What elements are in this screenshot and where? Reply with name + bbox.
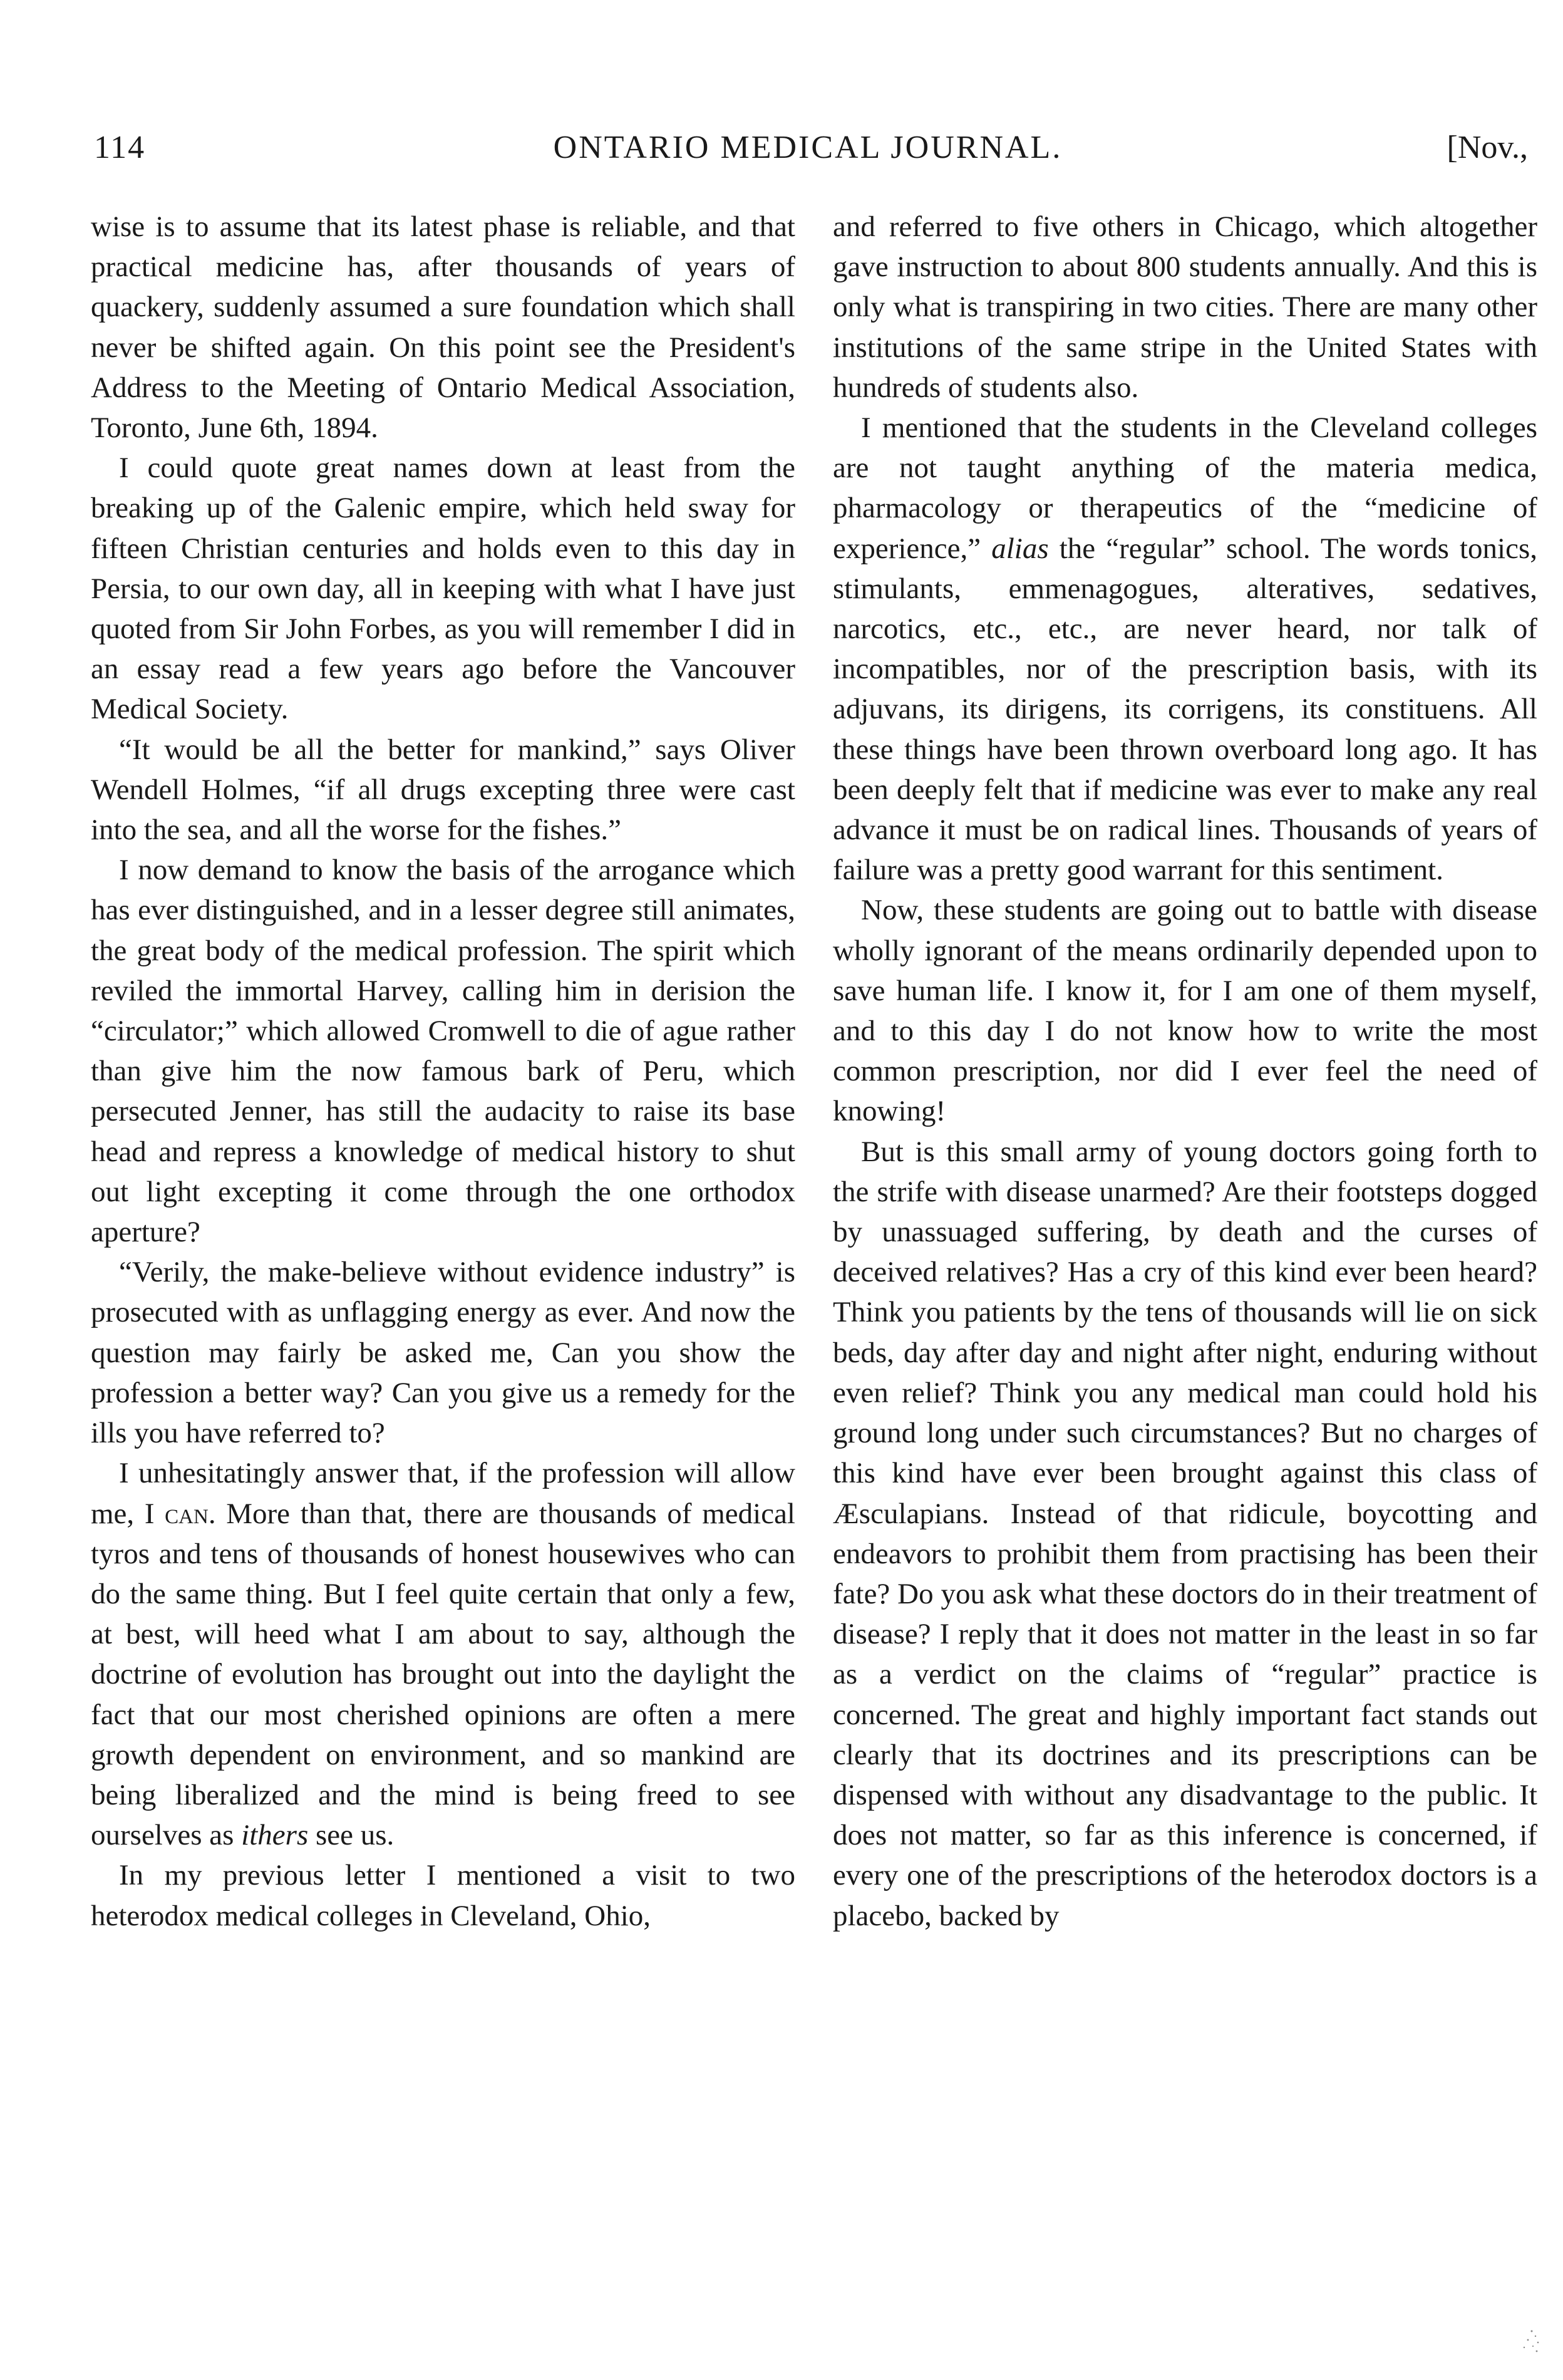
paragraph — [91, 1453, 795, 1855]
journal-title: ONTARIO MEDICAL JOURNAL. — [553, 130, 1063, 165]
paragraph: I could quote great names down at least from the breaking up of the Galenic empire, which held sway for fifteen Christian centuries and holds even to this day in Persia, to our own day, all in keeping with what I have just quoted from Sir John Forbes, as you will remember I did in an essay read a few years ago before the Vancouver Medical Society. — [91, 452, 795, 726]
left-column — [91, 207, 795, 1936]
paragraph: “Verily, the make-believe without evidence industry” is prosecuted with as unflagging energy as ever. And now the question may fairly be asked me, Can you show the profession a better way? Can you give us a remedy for the ills you have referred to? — [91, 1256, 795, 1450]
page-number: 114 — [94, 130, 146, 165]
emphasis-small-caps: can — [165, 1497, 209, 1530]
issue-month: [Nov., — [1447, 130, 1528, 165]
paragraph: I now demand to know the basis of the arrogance which has ever distinguished, and in a lesser degree still animates, the great body of the medical profession. The spirit which reviled the immortal Harvey, calling him in derision the “circulator;” which allowed Cromwell to die of ague rather than give him the now famous bark of Peru, which persecuted Jenner, has still the audacity to raise its base head and repress a knowledge of medical history to shut out light excepting it come through the one orthodox aperture? — [91, 854, 795, 1249]
paragraph: Now, these students are going out to battle with disease wholly ignorant of the means ordinarily depended upon to save human life. I know it, for I am one of them myself, and to this day I do not know how to write the most common prescription, nor did I ever feel the need of knowing! — [833, 894, 1537, 1128]
scan-speckle-mark — [1507, 2324, 1544, 2361]
emphasis-italic: ithers — [241, 1819, 309, 1852]
paragraph: and referred to five others in Chicago, which altogether gave instruction to about 800 students annually. And this is only what is transpiring in two cities. There are many other institutions of the same stripe in the United States with hundreds of students also. — [833, 210, 1537, 404]
paragraph-text: I mentioned that the students in the Cleveland colleges are not taught anything of the materia medica, pharmacology or therapeutics of the “medicine of experience,” — [833, 411, 1537, 565]
emphasis-italic: alias — [991, 532, 1049, 565]
paragraph-text: . More than that, there are thousands of medical tyros and tens of thousands of honest housewives who can do the same thing. But I feel quite certain that only a few, at best, will heed what I am about to say, although the doctrine of evolution has brought out into the daylight the fact that our most cherished opinions are often a mere growth dependent on environment, and so mankind are being liberalized and the mind is being freed to see ourselves as — [91, 1497, 795, 1852]
paragraph: In my previous letter I mentioned a visit to two heterodox medical colleges in Cleveland, Ohio, — [91, 1859, 795, 1932]
right-column — [833, 207, 1537, 1936]
running-header — [88, 129, 1528, 173]
paragraph — [833, 408, 1537, 890]
paragraph-text: see us. — [308, 1819, 395, 1852]
paragraph-text: I unhesitatingly answer that, if the profession will allow me, I — [91, 1457, 795, 1530]
paragraph: wise is to assume that its latest phase is reliable, and that practical medicine has, after thousands of years of quackery, suddenly assumed a sure foundation which shall never be shifted again. On this point see the President's Address to the Meeting of Ontario Medical Association, Toronto, June 6th, 1894. — [91, 210, 795, 445]
paragraph-text: the “regular” school. The words tonics, stimulants, emmenagogues, alteratives, sedatives, narcotics, etc., etc., are never heard, nor talk of incompatibles, nor of the prescription basis, with its adjuvans, its dirigens, its corrigens, its constituens. All these things have been thrown overboard long ago. It has been deeply felt that if medicine was ever to make any real advance it must be on radical lines. Thousands of years of failure was a pretty good warrant for this sentiment. — [833, 532, 1537, 887]
paragraph: “It would be all the better for mankind,” says Oliver Wendell Holmes, “if all drugs excepting three were cast into the sea, and all the worse for the fishes.” — [91, 733, 795, 847]
paragraph: But is this small army of young doctors going forth to the strife with disease unarmed? Are their footsteps dogged by unassuaged suffering, by death and the curses of deceived relatives? Has a cry of this kind ever been heard? Think you patients by the tens of thousands will lie on sick beds, day after day and night after night, enduring without even relief? Think you any medical man could hold his ground long under such circumstances? But no charges of this kind have ever been brought against this class of Æsculapians. Instead of that ridicule, boycotting and endeavors to prohibit them from practising has been their fate? Do you ask what these doctors do in their treatment of disease? I reply that it does not matter in the least in so far as a verdict on the claims of “regular” practice is concerned. The great and highly important fact stands out clearly that its doctrines and its prescriptions can be dispensed with without any disadvantage to the public. It does not matter, so far as this inference is concerned, if every one of the prescriptions of the heterodox doctors is a placebo, backed by — [833, 1135, 1537, 1932]
